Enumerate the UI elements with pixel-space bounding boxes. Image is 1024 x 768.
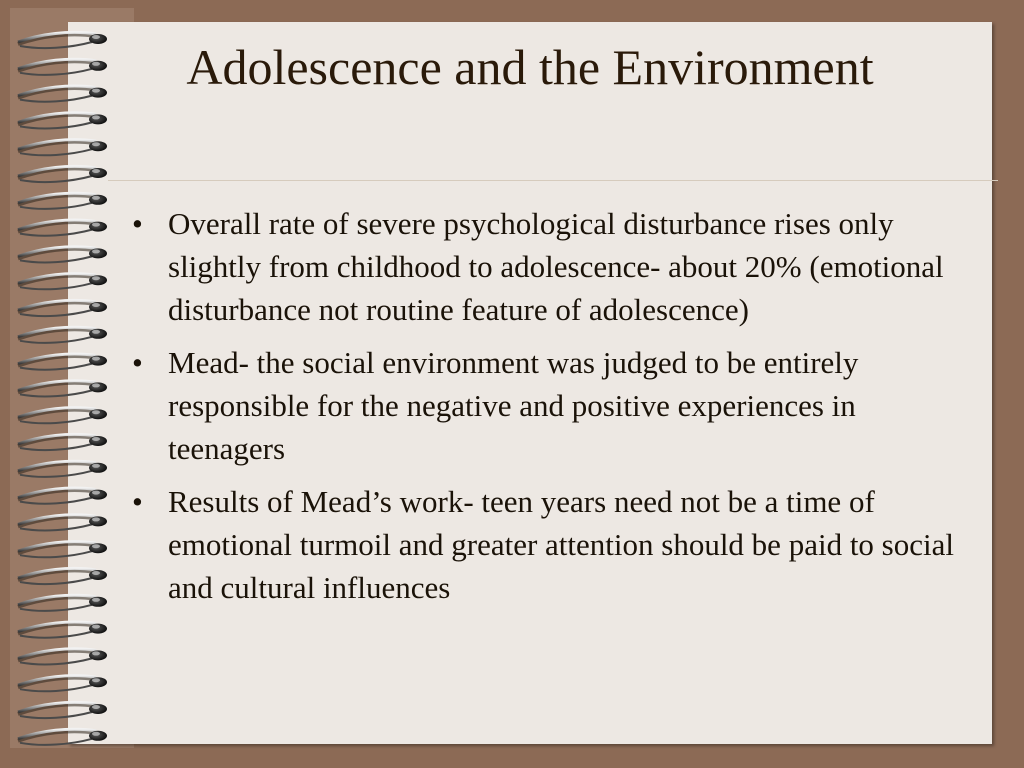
- spiral-ring-icon: [18, 327, 107, 343]
- bullet-item: [128, 480, 968, 609]
- spiral-ring-icon: [18, 595, 107, 611]
- bullet-marker: •: [132, 345, 143, 380]
- spiral-ring-icon: [18, 676, 107, 692]
- spiral-ring-icon: [18, 461, 107, 477]
- spiral-ring-icon: [18, 220, 107, 236]
- spiral-ring-icon: [18, 515, 107, 531]
- spiral-ring-icon: [18, 622, 107, 638]
- bullet-text: Results of Mead’s work- teen years need not be a time of emotional turmoil and greater attention should be paid to social and cultural influences: [168, 484, 954, 605]
- bullet-text: Overall rate of severe psychological disturbance rises only slightly from childhood to adolescence- about 20% (emotional disturbance not routine feature of adolescence): [168, 206, 944, 327]
- spiral-ring-icon: [18, 354, 107, 370]
- bullet-marker: •: [132, 206, 143, 241]
- spiral-ring-icon: [18, 568, 107, 584]
- bullet-list: [128, 202, 968, 619]
- spiral-ring-icon: [18, 649, 107, 665]
- spiral-ring-icon: [18, 542, 107, 558]
- bullet-item: [128, 202, 968, 331]
- spiral-ring-icon: [18, 113, 107, 129]
- spiral-ring-icon: [18, 434, 107, 450]
- spiral-ring-icon: [18, 488, 107, 504]
- spiral-ring-icon: [18, 702, 107, 718]
- spiral-ring-icon: [18, 274, 107, 290]
- bullet-text: Mead- the social environment was judged to be entirely responsible for the negative and positive experiences in teenagers: [168, 345, 859, 466]
- spiral-ring-icon: [18, 247, 107, 263]
- slide-title: Adolescence and the Environment: [186, 39, 874, 95]
- spiral-ring-icon: [18, 408, 107, 424]
- spiral-ring-icon: [18, 193, 107, 209]
- bullet-item: [128, 341, 968, 470]
- spiral-ring-icon: [18, 381, 107, 397]
- title-divider: [108, 180, 998, 181]
- spiral-ring-icon: [18, 729, 107, 745]
- spiral-ring-icon: [18, 300, 107, 316]
- spiral-binding-icon: [0, 0, 130, 768]
- spiral-ring-icon: [18, 140, 107, 156]
- spiral-ring-icon: [18, 166, 107, 182]
- bullet-marker: •: [132, 484, 143, 519]
